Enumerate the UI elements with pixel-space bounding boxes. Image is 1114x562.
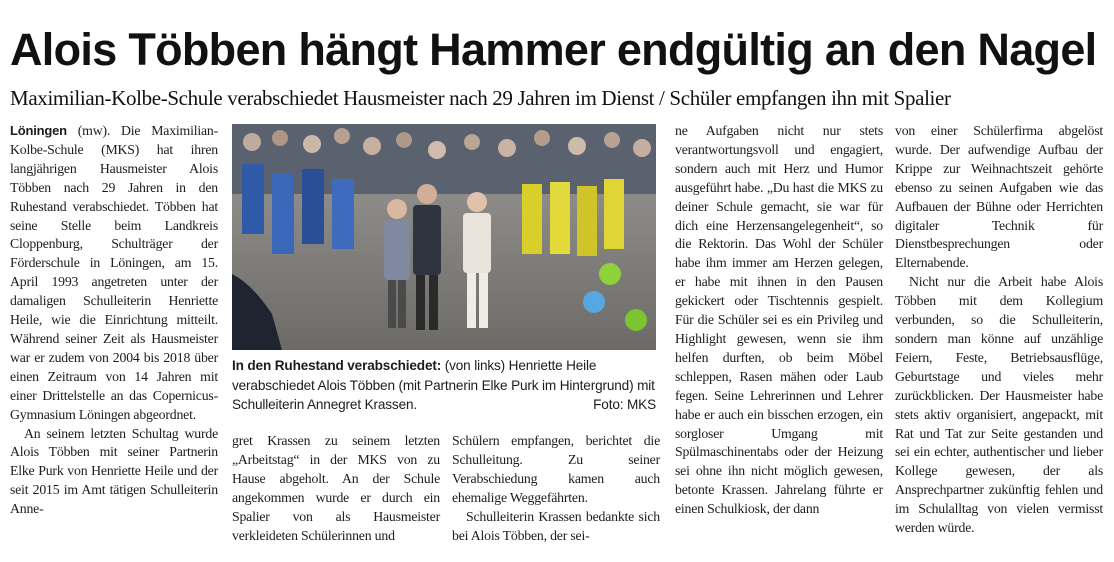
- paragraph: Nicht nur die Arbeit habe Alois Többen mit dem Kollegium verbunden, so die Schulleiterin, sondern man könne auf unzählige Feiern, Feste, Betriebsausflüge, Geburtstage und vieles mehr zurückblicken. Der Hausmeister habe stets aktiv organisiert, angepackt, mit Rat und Tat zur Seite gestanden und sei ein echter, authentischer und lieber Kollege gewesen, der als Ansprechpartner zukünftig fehlen und im Schulalltag von vielen vermisst werden würde.: [895, 274, 1103, 536]
- paragraph: Schulleiterin Krassen bedankte sich bei Alois Többen, der sei-: [452, 508, 660, 543]
- paragraph: An seinem letzten Schultag wurde Alois Többen mit seiner Partnerin Elke Purk von Henriette Heile und der seit 2015 im Amt tätigen Schulleiterin Anne-: [10, 425, 218, 517]
- article-headline: Alois Többen hängt Hammer endgültig an den Nagel: [10, 24, 1097, 75]
- group-photo-illustration: [232, 124, 656, 350]
- dateline: Löningen: [10, 123, 67, 138]
- paragraph: [10, 122, 218, 425]
- article-column-1: [10, 122, 218, 552]
- article-column-2: [232, 432, 440, 552]
- paragraph-text: (mw). Die Maximilian-Kolbe-Schule (MKS) hat ihren langjährigen Hausmeister Alois Többen nach 29 Jahren in den Ruhestand verabschiedet. Többen hat seine Stelle beim Landkreis Cloppenburg, Schulträger der Förderschule in Löningen, am 15. April 1993 angetreten unter der damaligen Schulleiterin Henriette Heile, wie die Einrichtung mitteilt. Während seiner Zeit als Hausmeister war er zudem von 2004 bis 2018 über einen Zeitraum von 14 Jahren mit einer Drittelstelle an das Copernicus-Gymnasium Löningen abgeordnet.: [10, 123, 218, 422]
- article-column-3: [452, 432, 660, 552]
- paragraph: von einer Schülerfirma abgelöst wurde. Der aufwendige Aufbau der Krippe zur Weihnachtszeit gehörte ebenso zu seinen Aufgaben wie das Aufbauen der Bühne oder Herrichten digitaler Technik für Dienstbesprechungen oder Elternabende.: [895, 123, 1103, 271]
- paragraph: gret Krassen zu seinem letzten „Arbeitstag“ in der MKS von zu Hause abgeholt. An der Schule angekommen wurde er durch ein Spalier von als Hausmeister verkleideten Schülerinnen und: [232, 433, 440, 543]
- caption-lead: In den Ruhestand verabschiedet:: [232, 358, 442, 373]
- caption-text: (von links) Henriette Heile verabschiedet Alois Többen (mit Partnerin Elke Purk im Hintergrund) mit Schulleiterin Annegret Krassen.: [232, 358, 655, 412]
- article-column-4: [675, 122, 883, 552]
- paragraph: ne Aufgaben nicht nur stets verantwortungsvoll und engagiert, sondern auch mit Herz und Humor ausgeführt habe. „Du hast die MKS zu deiner Schule gemacht, sie war für dich eine Herzensangelegenheit“, so die Rektorin. Das Wohl der Schüler habe ihm immer am Herzen gelegen, er habe mit ihnen in den Pausen gekickert oder Tischtennis gespielt. Für die Schüler sei es ein Privileg und Highlight gewesen, wenn sie ihm helfen durften, ob beim Möbel schleppen, Rasen mähen oder Laub fegen. Seine Lehrerinnen und Lehrer habe er auch ein bisschen erzogen, ein sorgloser Umgang mit Spülmaschinentabs oder der Heizung sei ohne ihn nicht möglich gewesen, betonte Krassen. Jahrelang führte er einen Schulkiosk, der dann: [675, 123, 883, 517]
- paragraph: Schülern empfangen, berichtet die Schulleitung. Zu seiner Verabschiedung kamen auch ehemalige Weggefährten.: [452, 433, 660, 505]
- photo-caption: [232, 356, 656, 415]
- photo-credit: Foto: MKS: [593, 397, 656, 412]
- article-photo: [232, 124, 656, 350]
- article-subheadline: Maximilian-Kolbe-Schule verabschiedet Hausmeister nach 29 Jahren im Dienst / Schüler empfangen ihn mit Spalier: [10, 86, 951, 110]
- article-column-5: [895, 122, 1103, 552]
